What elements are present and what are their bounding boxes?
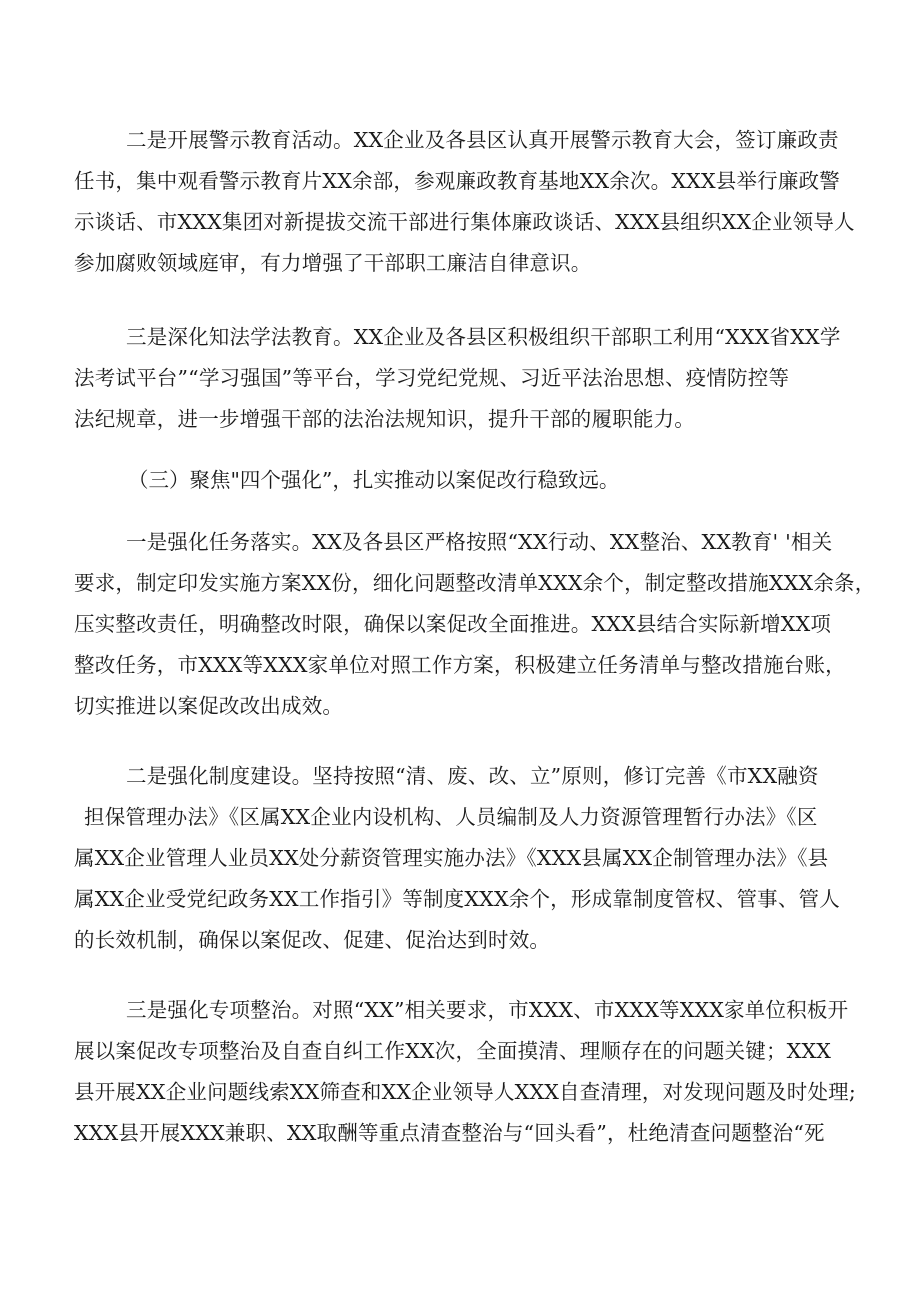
text-line: 整改任务，市XXX等XXX家单位对照工作方案，积极建立任务清单与整改措施台账，: [74, 653, 846, 677]
text-line: 任书，集中观看警示教育片XX余部，参观廉政教育基地XX余次。XXX县举行廉政警: [74, 169, 840, 193]
text-line: 要求，制定印发实施方案XX份，细化问题整改清单XXX余个，制定整改措施XXX余条，: [74, 571, 876, 595]
text-line: 切实推进以案促改改出成效。: [74, 694, 344, 718]
text-line: 压实整改责任，明确整改时限，确保以案促改全面推进。XXX县结合实际新增XX项: [74, 612, 832, 636]
text-line: 展以案促改专项整治及自查自纠工作XX次，全面摸清、理顺存在的问题关键；XXX: [74, 1039, 832, 1063]
text-line: 一是强化任务落实。XX及各县区严格按照“XX行动、XX整治、XX教育' '相关: [126, 530, 833, 554]
text-line: 三是深化知法学法教育。XX企业及各县区积极组织干部职工利用“XXX省XX学: [126, 325, 841, 349]
text-line: 参加腐败领域庭审，有力增强了干部职工廉洁自律意识。: [74, 251, 592, 275]
text-line: 三是强化专项整治。对照“XX”相关要求，市XXX、市XXX等XXX家单位积板开: [126, 998, 849, 1022]
text-line: XXX县开展XXX兼职、XX取酬等重点清查整治与“回头看”，杜绝清查问题整治“死: [74, 1121, 825, 1145]
text-line: 二是开展警示教育活动。XX企业及各县区认真开展警示教育大会，签订廉政责: [126, 128, 839, 152]
paragraph-task-implementation: [74, 522, 876, 727]
text-line: 示谈话、市XXX集团对新提拔交流干部进行集体廉政谈话、XXX县组织XX企业领导人: [74, 210, 855, 234]
paragraph-warning-education: [74, 120, 864, 284]
paragraph-system-building: [74, 756, 864, 961]
section-heading: （三）聚焦"四个强化”，扎实推动以案促改行稳致远。: [128, 468, 620, 492]
text-line: 法纪规章，进一步增强干部的法治法规知识，提升干部的履职能力。: [74, 407, 695, 431]
text-line: 县开展XX企业问题线索XX筛查和XX企业领导人XXX自查清理，对发现问题及时处理;: [74, 1080, 856, 1104]
text-line: 法考试平台”“学习强国”等平台，学习党纪党规、习近平法治思想、疫情防控等: [74, 366, 790, 390]
text-line: 属XX企业管理人业员XX处分薪资管理实施办法》《XXX县属XX企制管理办法》《县: [74, 846, 829, 870]
text-line: 二是强化制度建设。坚持按照“清、废、改、立”原则，修订完善《市XX融资: [126, 764, 819, 788]
text-line: 担保管理办法》《区属XX企业内设机构、人员编制及人力资源管理暂行办法》《区: [84, 805, 818, 829]
paragraph-special-rectification: [74, 990, 864, 1154]
text-line: 的长效机制，确保以案促改、促建、促治达到时效。: [74, 928, 551, 952]
paragraph-law-education: [74, 317, 864, 440]
text-line: 属XX企业受党纪政务XX工作指引》等制度XXX余个，形成靠制度管权、管事、管人: [74, 887, 840, 911]
